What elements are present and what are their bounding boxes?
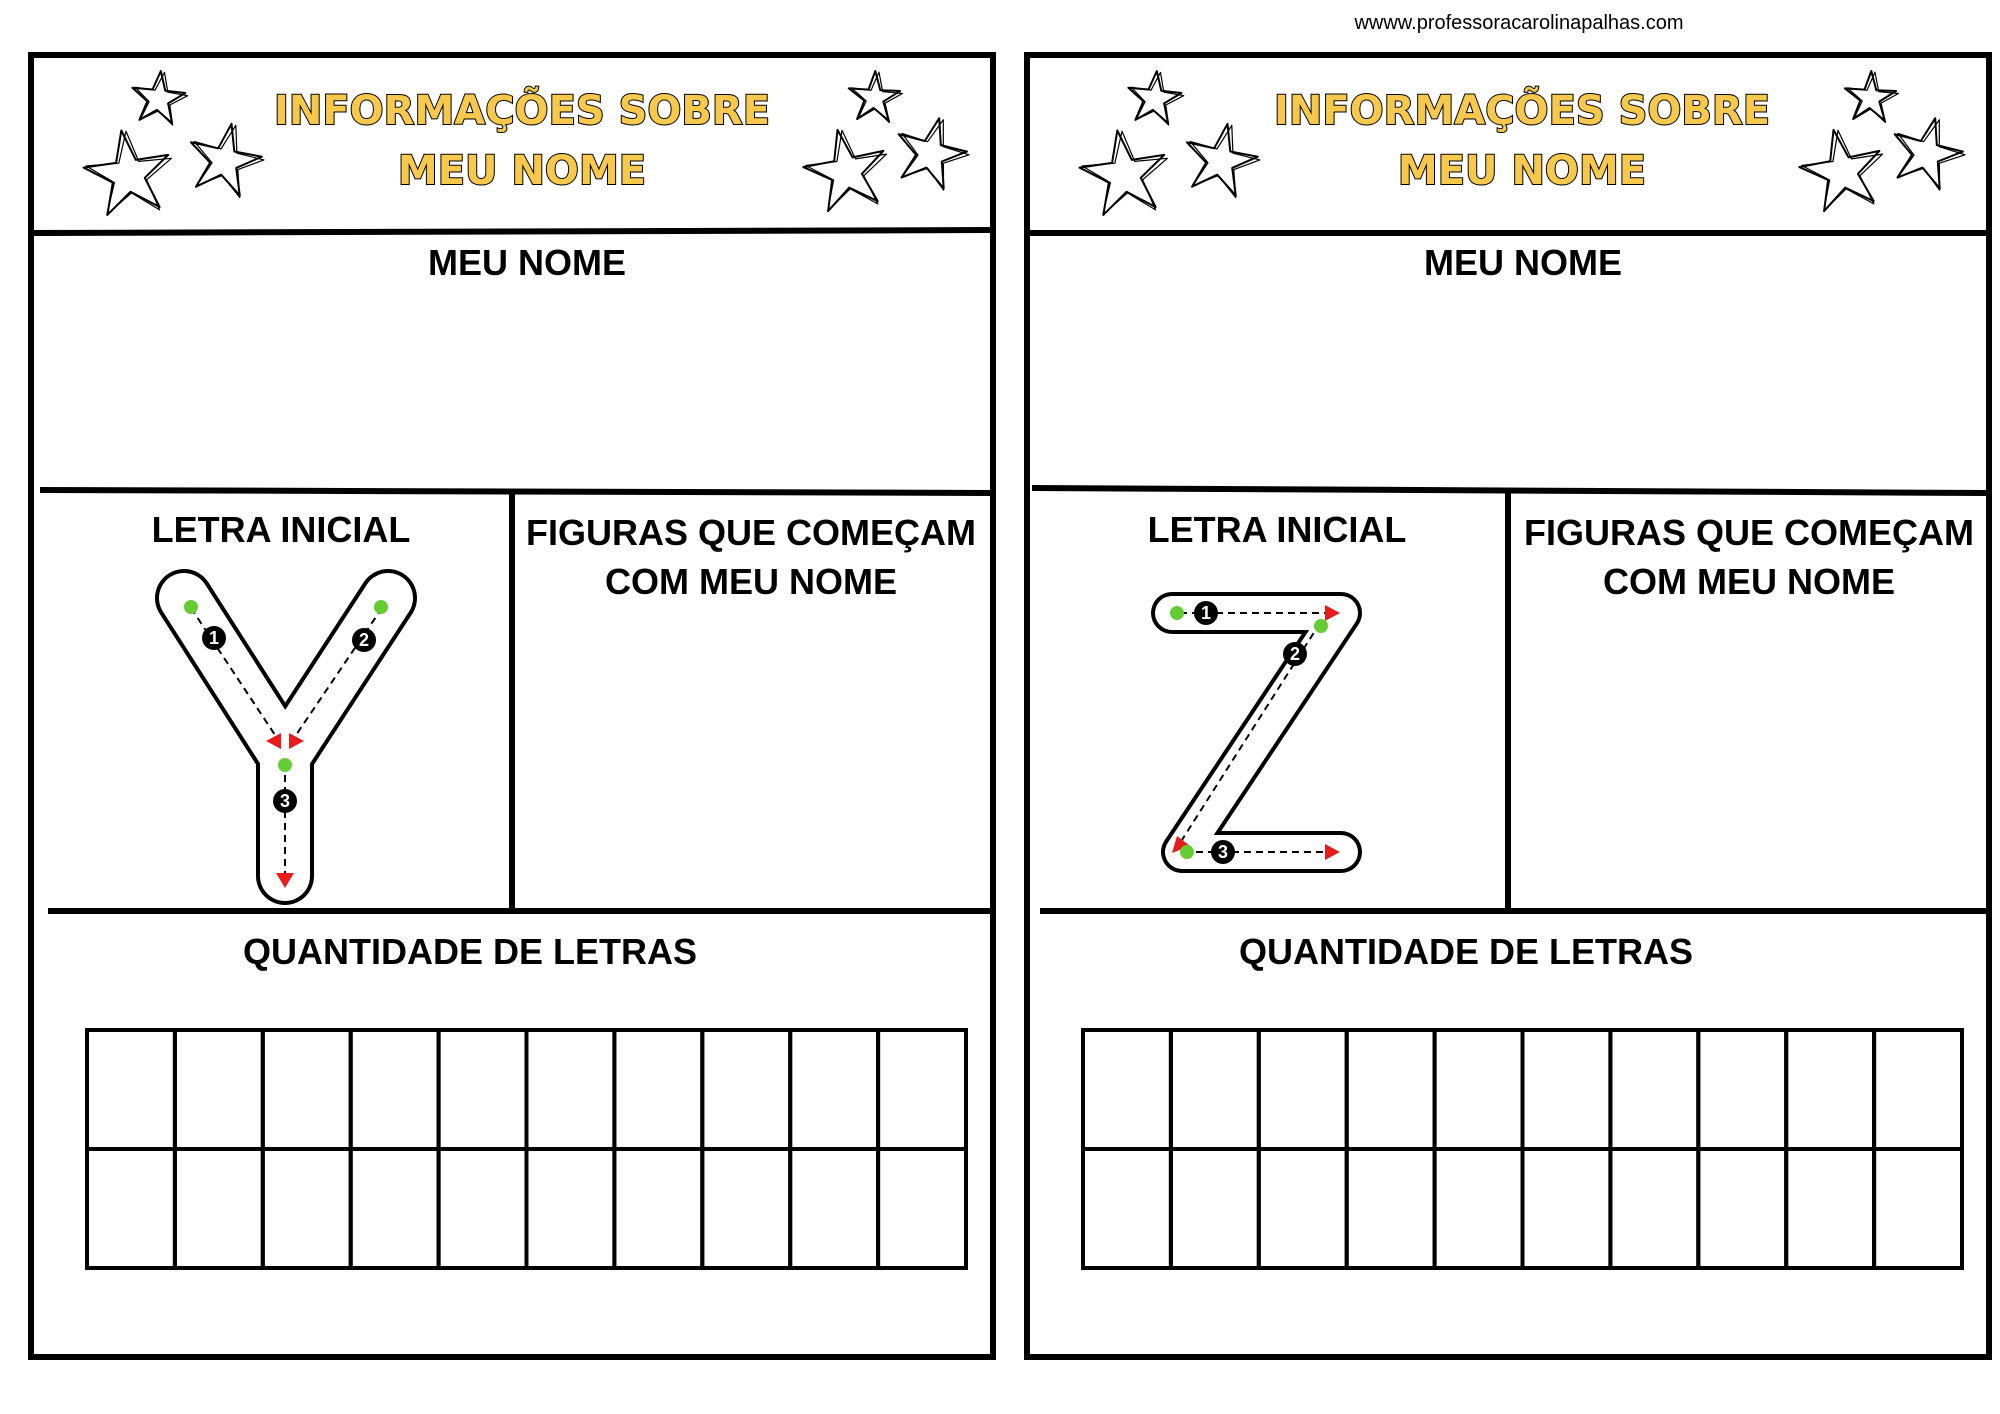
letter-grid-cell — [702, 1030, 790, 1149]
letter-grid-cell — [1347, 1149, 1435, 1268]
letter-grid-cell — [878, 1149, 966, 1268]
figuras-label-line-2: COM MEU NOME — [1603, 561, 1895, 602]
letter-grid-cell — [1874, 1030, 1962, 1149]
letra-inicial-label: LETRA INICIAL — [151, 509, 411, 550]
star-icon — [1895, 118, 1963, 188]
letter-grid-cell — [1786, 1149, 1874, 1268]
letter-count-grid — [87, 1030, 966, 1268]
letter-grid-cell — [878, 1030, 966, 1149]
letter-grid-cell — [175, 1149, 263, 1268]
name-info-card-z — [1024, 52, 1992, 1360]
title-line-1: INFORMAÇÕES SOBRE — [273, 88, 771, 134]
website-url: wwww.professoracarolinapalhas.com — [1354, 12, 1684, 34]
letter-grid-cell — [351, 1149, 439, 1268]
star-icon — [132, 71, 185, 123]
quantidade-label: QUANTIDADE DE LETRAS — [242, 931, 698, 972]
figuras-label-line-1: FIGURAS QUE COMEÇAM — [1524, 512, 1974, 553]
letter-grid-cell — [1347, 1030, 1435, 1149]
letter-grid-cell — [790, 1030, 878, 1149]
stroke-number-2: 2 — [1289, 644, 1301, 664]
letter-grid-cell — [1786, 1030, 1874, 1149]
header-divider — [34, 230, 990, 233]
letter-grid-cell — [527, 1149, 615, 1268]
letter-grid-cell — [1610, 1149, 1698, 1268]
letter-grid-cell — [1083, 1030, 1171, 1149]
letter-grid-cell — [351, 1030, 439, 1149]
letter-grid-cell — [439, 1030, 527, 1149]
letra-inicial-label: LETRA INICIAL — [1147, 509, 1407, 550]
letter-grid-cell — [439, 1149, 527, 1268]
letter-grid-cell — [175, 1030, 263, 1149]
stroke-number-1: 1 — [1200, 603, 1212, 623]
figuras-label-line-1: FIGURAS QUE COMEÇAM — [526, 512, 976, 553]
letter-z-tracing — [1170, 601, 1341, 864]
star-icon — [899, 118, 967, 188]
star-icon — [849, 71, 900, 121]
letter-grid-cell — [614, 1030, 702, 1149]
letter-grid-cell — [1171, 1030, 1259, 1149]
letter-grid-cell — [1610, 1030, 1698, 1149]
meu-nome-label: MEU NOME — [428, 242, 626, 283]
letter-grid-cell — [1435, 1149, 1523, 1268]
letter-grid-cell — [87, 1030, 175, 1149]
letter-grid-cell — [263, 1149, 351, 1268]
name-info-card-y — [28, 52, 996, 1360]
letter-grid-cell — [1435, 1030, 1523, 1149]
star-icon — [1187, 124, 1258, 196]
letter-grid-cell — [1259, 1030, 1347, 1149]
letter-grid-cell — [1083, 1149, 1171, 1268]
star-icon — [1845, 71, 1896, 121]
letter-grid-cell — [1259, 1149, 1347, 1268]
letter-grid-cell — [614, 1149, 702, 1268]
stroke-number-1: 1 — [208, 628, 220, 648]
letter-grid-cell — [87, 1149, 175, 1268]
title-line-1: INFORMAÇÕES SOBRE — [1273, 88, 1771, 134]
title-line-2: MEU NOME — [1397, 148, 1647, 194]
letter-count-grid — [1083, 1030, 1962, 1268]
letter-grid-cell — [1523, 1030, 1611, 1149]
letter-grid-cell — [1523, 1149, 1611, 1268]
stroke-number-3: 3 — [279, 791, 291, 811]
stroke-number-3: 3 — [1217, 842, 1229, 862]
star-icon — [1128, 71, 1181, 123]
letter-grid-cell — [1874, 1149, 1962, 1268]
meu-nome-label: MEU NOME — [1424, 242, 1622, 283]
figuras-label-line-2: COM MEU NOME — [605, 561, 897, 602]
letter-grid-cell — [1698, 1030, 1786, 1149]
title-line-2: MEU NOME — [397, 148, 647, 194]
letter-y-tracing — [184, 598, 388, 888]
quantidade-label: QUANTIDADE DE LETRAS — [1238, 931, 1694, 972]
letter-grid-cell — [527, 1030, 615, 1149]
letter-grid-cell — [1698, 1149, 1786, 1268]
letter-grid-cell — [263, 1030, 351, 1149]
star-icon — [191, 124, 262, 196]
letter-grid-cell — [790, 1149, 878, 1268]
letter-grid-cell — [702, 1149, 790, 1268]
stroke-number-2: 2 — [358, 630, 370, 650]
letter-grid-cell — [1171, 1149, 1259, 1268]
